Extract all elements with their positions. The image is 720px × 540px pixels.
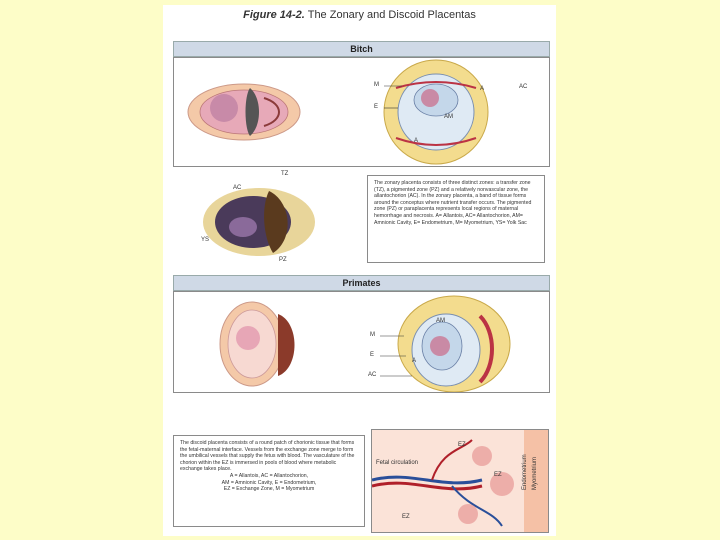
blood-pool-1 (472, 446, 492, 466)
inset-label-ez-2: EZ (494, 472, 502, 478)
primate-fetus (236, 326, 260, 350)
primates-diagram-art (174, 292, 549, 392)
photo-fetus (229, 217, 257, 237)
fetus-right (421, 89, 439, 107)
zonary-placenta-photo (199, 177, 319, 267)
bitch-description (367, 175, 545, 263)
villus-branch-1 (432, 440, 472, 480)
primate-label-e: E (370, 352, 375, 358)
figure-title-text: The Zonary and Discoid Placentas (307, 9, 476, 21)
photo-label-ys: YS (201, 237, 210, 243)
fetus-left (210, 94, 238, 122)
primate-legend-2: AM = Amnionic Cavity, E = Endometrium, (221, 479, 317, 486)
inset-label-ez-3: EZ (402, 514, 410, 520)
blood-pool-3 (458, 504, 478, 524)
bitch-diagram-art (174, 58, 549, 166)
primate-legend-1: A = Allantois, AC = Allantochorion, (229, 472, 309, 479)
figure-page (163, 5, 556, 536)
discoid-placenta-left (278, 314, 295, 376)
primate-label-am: AM (436, 318, 445, 324)
exchange-zone-inset (371, 429, 549, 533)
figure-label: Figure 14-2. (243, 9, 305, 21)
section-header-primates: Primates (173, 275, 550, 291)
photo-label-ac: AC (233, 185, 242, 191)
primate-description (173, 435, 365, 527)
label-e: E (374, 104, 379, 110)
primate-label-ac: AC (368, 372, 377, 378)
inset-label-fetal-circulation: Fetal circulation (376, 460, 419, 466)
label-m: M (374, 82, 379, 88)
primate-description-text: The discoid placenta consists of a round patch of chorionic tissue that forms the fetal-maternal interface. Vessels from the exchange zone merge to form the umbilical vessels that supply the fetus with blood. The vasculature of the chorion within the EZ is immersed in pools of blood where metabolic exchange takes place. (180, 440, 355, 473)
label-a-bottom: A (414, 138, 419, 144)
photo-label-tz: TZ (281, 171, 289, 177)
label-a-top: A (480, 86, 485, 92)
bitch-description-text: The zonary placenta consists of three distinct zones: a transfer zone (TZ), a pigmented zone (PZ) and a relatively nonvascular zone, the allantochorion (AC). In the zonary placenta, a band of tissue forms around the conceptus where nutrient transfer occurs. The pigmented zone (PZ) or paraplacenta represents local regions of maternal hemorrhage and necrosis. (374, 180, 532, 219)
inset-label-myometrium: Myometrium (532, 456, 538, 490)
label-ac: AC (519, 84, 528, 90)
primate-label-m: M (370, 332, 375, 338)
photo-label-pz: PZ (279, 257, 287, 263)
inset-label-endometrium: Endometrium (522, 454, 528, 490)
primate-label-a: A (412, 358, 417, 364)
label-am: AM (444, 114, 453, 120)
primate-fetus-right (430, 336, 450, 356)
section-header-bitch: Bitch (173, 41, 550, 57)
primates-diagram-panel (173, 291, 550, 393)
bitch-diagram-panel (173, 57, 550, 167)
figure-title (163, 9, 556, 21)
inset-label-ez-1: EZ (458, 442, 466, 448)
bitch-legend: A= Allantois, AC= Allantochorion, AM= Amnionic Cavity, E= Endometrium, M= Myometrium, YS= Yolk Sac (374, 212, 527, 226)
primate-legend-3: EZ = Exchange Zone, M = Myometrium (223, 486, 315, 493)
